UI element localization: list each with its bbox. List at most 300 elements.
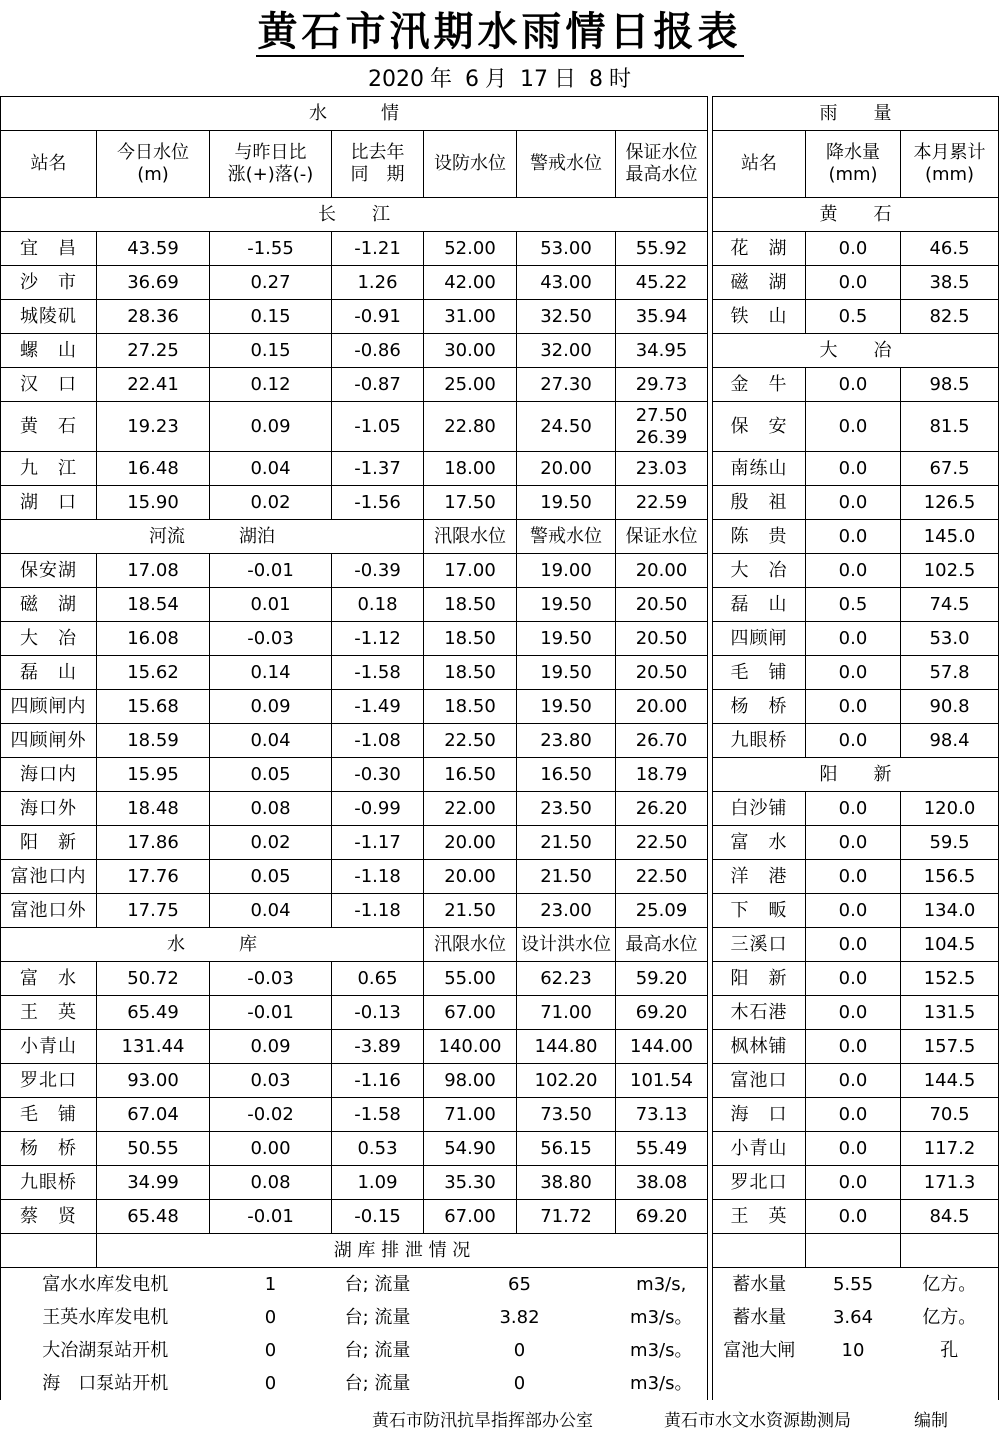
rain-station-name: 罗北口 xyxy=(713,1166,806,1200)
rainfall: 0.0 xyxy=(806,520,901,554)
rain-station-name: 铁 山 xyxy=(713,300,806,334)
month-total: 131.5 xyxy=(901,996,999,1030)
date-hour-unit: 时 xyxy=(609,67,632,92)
level-col5: 53.00 xyxy=(517,232,616,266)
storage-unit: 孔 xyxy=(901,1334,999,1367)
rainfall: 0.0 xyxy=(806,452,901,486)
rainfall: 0.0 xyxy=(806,928,901,962)
level-col6: 101.54 xyxy=(616,1064,708,1098)
level-col6: 20.00 xyxy=(616,554,708,588)
rainfall: 0.0 xyxy=(806,1030,901,1064)
level-col6: 25.09 xyxy=(616,894,708,928)
vs-yesterday: 0.08 xyxy=(210,792,332,826)
discharge-title-row xyxy=(1,1234,999,1268)
table-row xyxy=(1,1132,999,1166)
level-col6: 35.94 xyxy=(616,300,708,334)
month-total: 156.5 xyxy=(901,860,999,894)
table-row xyxy=(1,368,999,402)
vs-last-year: -1.21 xyxy=(332,232,424,266)
warning-level-header: 警戒水位 xyxy=(517,131,616,198)
rainfall: 0.0 xyxy=(806,1098,901,1132)
level-today: 16.48 xyxy=(97,452,210,486)
rainfall: 0.0 xyxy=(806,622,901,656)
level-today: 27.25 xyxy=(97,334,210,368)
level-col6: 34.95 xyxy=(616,334,708,368)
station-name: 海口内 xyxy=(1,758,97,792)
rainfall: 0.0 xyxy=(806,1166,901,1200)
vs-yesterday-sub: 涨(+)落(-) xyxy=(227,164,314,185)
level-col4: 22.00 xyxy=(424,792,517,826)
level-col4: 52.00 xyxy=(424,232,517,266)
vs-yesterday: 0.04 xyxy=(210,724,332,758)
report-table-body xyxy=(1,97,999,1401)
station-name: 杨 桥 xyxy=(1,1132,97,1166)
flow-unit: m3/s。 xyxy=(630,1372,693,1394)
table-row xyxy=(1,198,999,232)
month-total: 70.5 xyxy=(901,1098,999,1132)
vs-last-year: -0.39 xyxy=(332,554,424,588)
rainfall-label: 降水量 xyxy=(826,142,880,163)
station-name: 富池口外 xyxy=(1,894,97,928)
level-col5: 19.50 xyxy=(517,486,616,520)
table-row xyxy=(1,300,999,334)
rain-station-name: 九眼桥 xyxy=(713,724,806,758)
month-total: 145.0 xyxy=(901,520,999,554)
date-day: 17 xyxy=(520,67,548,92)
date-month-unit: 月 xyxy=(484,67,507,92)
vs-last-year: -0.13 xyxy=(332,996,424,1030)
table-row xyxy=(1,996,999,1030)
station-header: 站名 xyxy=(1,131,97,198)
vs-yesterday: -0.01 xyxy=(210,996,332,1030)
level-col5: 43.00 xyxy=(517,266,616,300)
rain-station-name: 南练山 xyxy=(713,452,806,486)
vs-last-year: -1.37 xyxy=(332,452,424,486)
date-hour: 8 xyxy=(589,67,604,92)
rain-station-name: 阳 新 xyxy=(713,962,806,996)
level-today: 15.90 xyxy=(97,486,210,520)
vs-last-year: -1.18 xyxy=(332,860,424,894)
station-name: 阳 新 xyxy=(1,826,97,860)
vs-yesterday: -0.03 xyxy=(210,622,332,656)
level-col5: 144.80 xyxy=(517,1030,616,1064)
vs-last-year: -1.49 xyxy=(332,690,424,724)
flow-unit: m3/s。 xyxy=(630,1306,693,1328)
level-col6: 55.92 xyxy=(616,232,708,266)
level-col5: 19.50 xyxy=(517,690,616,724)
vs-yesterday: -0.02 xyxy=(210,1098,332,1132)
level-today: 18.48 xyxy=(97,792,210,826)
month-total: 90.8 xyxy=(901,690,999,724)
report-table xyxy=(0,96,999,1400)
month-total: 152.5 xyxy=(901,962,999,996)
flow-unit-label: 台; 流量 xyxy=(344,1273,411,1295)
section-col6-header: 最高水位 xyxy=(616,928,708,962)
rainfall: 0.0 xyxy=(806,266,901,300)
vs-last-year: -1.08 xyxy=(332,724,424,758)
vs-last-year: 1.26 xyxy=(332,266,424,300)
level-col6: 59.20 xyxy=(616,962,708,996)
rain-station-name: 枫林铺 xyxy=(713,1030,806,1064)
month-total: 102.5 xyxy=(901,554,999,588)
storage-value: 10 xyxy=(841,1339,865,1361)
level-col5: 24.50 xyxy=(517,402,616,452)
table-row xyxy=(1,588,999,622)
level-col4: 21.50 xyxy=(424,894,517,928)
report-footer xyxy=(0,1406,999,1431)
vs-last-year: -0.91 xyxy=(332,300,424,334)
rainfall: 0.0 xyxy=(806,996,901,1030)
level-today: 36.69 xyxy=(97,266,210,300)
rainfall-unit: (mm) xyxy=(828,164,878,185)
date-day-unit: 日 xyxy=(554,67,577,92)
rainfall: 0.0 xyxy=(806,860,901,894)
month-total: 98.5 xyxy=(901,368,999,402)
table-row xyxy=(1,622,999,656)
rainfall: 0.0 xyxy=(806,554,901,588)
station-name: 四顾闸内 xyxy=(1,690,97,724)
level-col5: 38.80 xyxy=(517,1166,616,1200)
month-total: 74.5 xyxy=(901,588,999,622)
month-total: 59.5 xyxy=(901,826,999,860)
level-col4: 18.50 xyxy=(424,622,517,656)
level-col4: 35.30 xyxy=(424,1166,517,1200)
vs-last-year: -0.86 xyxy=(332,334,424,368)
month-total: 126.5 xyxy=(901,486,999,520)
vs-yesterday: -0.01 xyxy=(210,1200,332,1234)
rain-station-name: 木石港 xyxy=(713,996,806,1030)
storage-label: 蓄水量 xyxy=(732,1273,787,1295)
vs-yesterday: 0.08 xyxy=(210,1166,332,1200)
vs-last-year: -3.89 xyxy=(332,1030,424,1064)
station-name: 湖 口 xyxy=(1,486,97,520)
empty-cell xyxy=(1,1234,97,1268)
level-today: 18.54 xyxy=(97,588,210,622)
level-col5: 19.50 xyxy=(517,622,616,656)
level-col6: 144.00 xyxy=(616,1030,708,1064)
storage-value: 5.55 xyxy=(832,1273,874,1295)
rainfall: 0.5 xyxy=(806,588,901,622)
level-col5: 71.00 xyxy=(517,996,616,1030)
defense-level-header: 设防水位 xyxy=(424,131,517,198)
rainfall: 0.0 xyxy=(806,1064,901,1098)
level-col5: 27.30 xyxy=(517,368,616,402)
level-col5: 62.23 xyxy=(517,962,616,996)
machine-count: 1 xyxy=(264,1273,277,1295)
month-total: 46.5 xyxy=(901,232,999,266)
month-total-unit: (mm) xyxy=(924,164,975,185)
level-col6: 20.50 xyxy=(616,656,708,690)
level-today: 50.72 xyxy=(97,962,210,996)
level-col5: 21.50 xyxy=(517,860,616,894)
month-total: 104.5 xyxy=(901,928,999,962)
level-col6: 69.20 xyxy=(616,1200,708,1234)
level-col4: 31.00 xyxy=(424,300,517,334)
report-date xyxy=(0,66,999,94)
vs-yesterday: 0.02 xyxy=(210,826,332,860)
month-total: 134.0 xyxy=(901,894,999,928)
level-col4: 54.90 xyxy=(424,1132,517,1166)
month-total-label: 本月累计 xyxy=(913,142,986,163)
level-col5: 23.50 xyxy=(517,792,616,826)
level-col4: 20.00 xyxy=(424,826,517,860)
station-name: 九眼桥 xyxy=(1,1166,97,1200)
rain-header: 雨 量 xyxy=(713,97,999,131)
storage-unit: 亿方。 xyxy=(901,1268,999,1302)
rain-section-header: 阳 新 xyxy=(713,758,999,792)
level-today: 15.68 xyxy=(97,690,210,724)
discharge-row xyxy=(1,1268,999,1302)
flow-value: 0 xyxy=(513,1372,526,1394)
header-row-1 xyxy=(1,97,999,131)
vs-yesterday: 0.09 xyxy=(210,690,332,724)
rain-station-name: 王 英 xyxy=(713,1200,806,1234)
rain-station-name: 下 畈 xyxy=(713,894,806,928)
table-row xyxy=(1,962,999,996)
vs-last-year: 0.53 xyxy=(332,1132,424,1166)
station-name: 九 江 xyxy=(1,452,97,486)
section-col4-header: 汛限水位 xyxy=(424,520,517,554)
discharge-row xyxy=(1,1367,999,1400)
footer-office: 黄石市防汛抗旱指挥部办公室 xyxy=(372,1411,593,1431)
month-total: 38.5 xyxy=(901,266,999,300)
rain-section-header: 黄 石 xyxy=(713,198,999,232)
discharge-row xyxy=(1,1334,999,1367)
level-col4: 17.50 xyxy=(424,486,517,520)
level-today: 50.55 xyxy=(97,1132,210,1166)
table-row xyxy=(1,826,999,860)
highest-level-value: 26.39 xyxy=(635,426,688,448)
level-col5: 102.20 xyxy=(517,1064,616,1098)
flow-unit: m3/s。 xyxy=(630,1339,693,1361)
level-col4: 71.00 xyxy=(424,1098,517,1132)
rainfall: 0.0 xyxy=(806,690,901,724)
rain-station-name: 保 安 xyxy=(713,402,806,452)
flow-unit-label: 台; 流量 xyxy=(344,1339,411,1361)
level-col6: 29.73 xyxy=(616,368,708,402)
vs-last-year-header xyxy=(332,131,424,198)
level-col6: 69.20 xyxy=(616,996,708,1030)
rain-station-name: 大 冶 xyxy=(713,554,806,588)
level-col6: 20.50 xyxy=(616,622,708,656)
vs-last-year: -1.16 xyxy=(332,1064,424,1098)
vs-yesterday-header xyxy=(210,131,332,198)
level-col6 xyxy=(616,402,708,452)
level-col4: 22.50 xyxy=(424,724,517,758)
month-total: 84.5 xyxy=(901,1200,999,1234)
flow-unit: m3/s, xyxy=(636,1273,687,1295)
vs-last-year: -1.17 xyxy=(332,826,424,860)
vs-last-year: 0.65 xyxy=(332,962,424,996)
rain-station-name: 殷 祖 xyxy=(713,486,806,520)
station-name: 汉 口 xyxy=(1,368,97,402)
level-col4: 42.00 xyxy=(424,266,517,300)
discharge-title: 湖 库 排 泄 情 况 xyxy=(97,1234,708,1268)
vs-yesterday: -1.55 xyxy=(210,232,332,266)
rainfall: 0.0 xyxy=(806,402,901,452)
vs-yesterday: 0.05 xyxy=(210,860,332,894)
water-section-header: 长 江 xyxy=(1,198,708,232)
level-col5: 23.00 xyxy=(517,894,616,928)
level-col4: 18.50 xyxy=(424,690,517,724)
level-col4: 22.80 xyxy=(424,402,517,452)
level-col4: 67.00 xyxy=(424,996,517,1030)
station-name: 小青山 xyxy=(1,1030,97,1064)
vs-yesterday: 0.27 xyxy=(210,266,332,300)
table-row xyxy=(1,334,999,368)
level-today: 34.99 xyxy=(97,1166,210,1200)
storage-unit: 亿方。 xyxy=(901,1301,999,1334)
water-header: 水 情 xyxy=(1,97,708,131)
vs-yesterday: 0.15 xyxy=(210,300,332,334)
table-row xyxy=(1,928,999,962)
storage-label: 富池大闸 xyxy=(723,1339,796,1361)
vs-yesterday: 0.05 xyxy=(210,758,332,792)
level-col6: 55.49 xyxy=(616,1132,708,1166)
date-month: 6 xyxy=(464,67,479,92)
vs-last-year: -0.99 xyxy=(332,792,424,826)
level-today: 22.41 xyxy=(97,368,210,402)
month-total: 144.5 xyxy=(901,1064,999,1098)
table-row xyxy=(1,792,999,826)
month-total: 67.5 xyxy=(901,452,999,486)
level-col5: 23.80 xyxy=(517,724,616,758)
month-total: 171.3 xyxy=(901,1166,999,1200)
level-col4: 67.00 xyxy=(424,1200,517,1234)
empty-cell xyxy=(806,1234,901,1268)
level-col4: 17.00 xyxy=(424,554,517,588)
level-today: 18.59 xyxy=(97,724,210,758)
level-today-header xyxy=(97,131,210,198)
vs-last-year: -1.58 xyxy=(332,1098,424,1132)
rainfall: 0.0 xyxy=(806,724,901,758)
level-col5: 16.50 xyxy=(517,758,616,792)
section-col5-header: 设计洪水位 xyxy=(517,928,616,962)
station-name: 毛 铺 xyxy=(1,1098,97,1132)
rainfall: 0.0 xyxy=(806,1132,901,1166)
level-today-unit: (m) xyxy=(137,164,169,185)
level-col5: 19.00 xyxy=(517,554,616,588)
vs-yesterday: -0.01 xyxy=(210,554,332,588)
section-col6-header: 保证水位 xyxy=(616,520,708,554)
machine-count: 0 xyxy=(264,1372,277,1394)
rain-station-name: 磊 山 xyxy=(713,588,806,622)
vs-last-year: -1.05 xyxy=(332,402,424,452)
rainfall: 0.0 xyxy=(806,894,901,928)
flow-value: 3.82 xyxy=(499,1306,540,1328)
discharge-label: 富水水库发电机 xyxy=(1,1268,210,1302)
vs-last-year-label: 比去年 xyxy=(350,142,405,163)
month-total: 81.5 xyxy=(901,402,999,452)
table-row xyxy=(1,656,999,690)
table-row xyxy=(1,860,999,894)
vs-last-year: -1.18 xyxy=(332,894,424,928)
station-name: 螺 山 xyxy=(1,334,97,368)
month-total: 82.5 xyxy=(901,300,999,334)
level-col5: 19.50 xyxy=(517,656,616,690)
vs-last-year: -1.12 xyxy=(332,622,424,656)
level-today: 15.95 xyxy=(97,758,210,792)
level-col6: 38.08 xyxy=(616,1166,708,1200)
rainfall: 0.0 xyxy=(806,826,901,860)
level-col6: 23.03 xyxy=(616,452,708,486)
level-today: 93.00 xyxy=(97,1064,210,1098)
station-name: 黄 石 xyxy=(1,402,97,452)
rain-station-name: 富池口 xyxy=(713,1064,806,1098)
table-row xyxy=(1,1098,999,1132)
table-row xyxy=(1,452,999,486)
rainfall: 0.0 xyxy=(806,1200,901,1234)
level-today: 17.76 xyxy=(97,860,210,894)
level-col6: 22.50 xyxy=(616,860,708,894)
highest-level-label: 最高水位 xyxy=(625,164,698,185)
guarantee-level-header xyxy=(616,131,708,198)
station-name: 罗北口 xyxy=(1,1064,97,1098)
table-row xyxy=(1,266,999,300)
level-today: 15.62 xyxy=(97,656,210,690)
level-today: 131.44 xyxy=(97,1030,210,1064)
station-name: 宜 昌 xyxy=(1,232,97,266)
rain-station-name: 毛 铺 xyxy=(713,656,806,690)
vs-yesterday: 0.09 xyxy=(210,1030,332,1064)
month-total: 157.5 xyxy=(901,1030,999,1064)
level-col6: 20.50 xyxy=(616,588,708,622)
station-name: 磁 湖 xyxy=(1,588,97,622)
vs-last-year: -0.15 xyxy=(332,1200,424,1234)
level-today: 16.08 xyxy=(97,622,210,656)
discharge-label: 大冶湖泵站开机 xyxy=(1,1334,210,1367)
table-row xyxy=(1,1200,999,1234)
level-today: 19.23 xyxy=(97,402,210,452)
level-col5: 71.72 xyxy=(517,1200,616,1234)
vs-last-year-sub: 同 期 xyxy=(350,164,405,185)
rain-station-name: 磁 湖 xyxy=(713,266,806,300)
level-today: 28.36 xyxy=(97,300,210,334)
vs-yesterday-label: 与昨日比 xyxy=(234,142,307,163)
vs-last-year: 0.18 xyxy=(332,588,424,622)
discharge-label: 海 口泵站开机 xyxy=(1,1367,210,1400)
storage-unit xyxy=(901,1367,999,1400)
empty-cell xyxy=(713,1234,806,1268)
table-row xyxy=(1,1064,999,1098)
vs-last-year: -0.87 xyxy=(332,368,424,402)
flow-unit-label: 台; 流量 xyxy=(344,1306,411,1328)
vs-yesterday: 0.12 xyxy=(210,368,332,402)
vs-yesterday: 0.04 xyxy=(210,894,332,928)
vs-yesterday: 0.15 xyxy=(210,334,332,368)
flow-value: 65 xyxy=(508,1273,531,1295)
flow-unit-label: 台; 流量 xyxy=(344,1372,411,1394)
rain-station-name: 富 水 xyxy=(713,826,806,860)
vs-yesterday: -0.03 xyxy=(210,962,332,996)
rainfall: 0.0 xyxy=(806,368,901,402)
month-total: 117.2 xyxy=(901,1132,999,1166)
station-name: 海口外 xyxy=(1,792,97,826)
station-name: 四顾闸外 xyxy=(1,724,97,758)
level-today: 17.08 xyxy=(97,554,210,588)
header-row-2 xyxy=(1,131,999,198)
level-col5: 21.50 xyxy=(517,826,616,860)
guarantee-level-value: 27.50 xyxy=(635,404,688,426)
month-total: 57.8 xyxy=(901,656,999,690)
level-today-label: 今日水位 xyxy=(117,142,189,163)
level-today: 43.59 xyxy=(97,232,210,266)
table-row xyxy=(1,402,999,452)
level-col6: 26.70 xyxy=(616,724,708,758)
footer-compiled: 编制 xyxy=(914,1411,948,1431)
level-col4: 55.00 xyxy=(424,962,517,996)
report-title xyxy=(0,6,999,58)
